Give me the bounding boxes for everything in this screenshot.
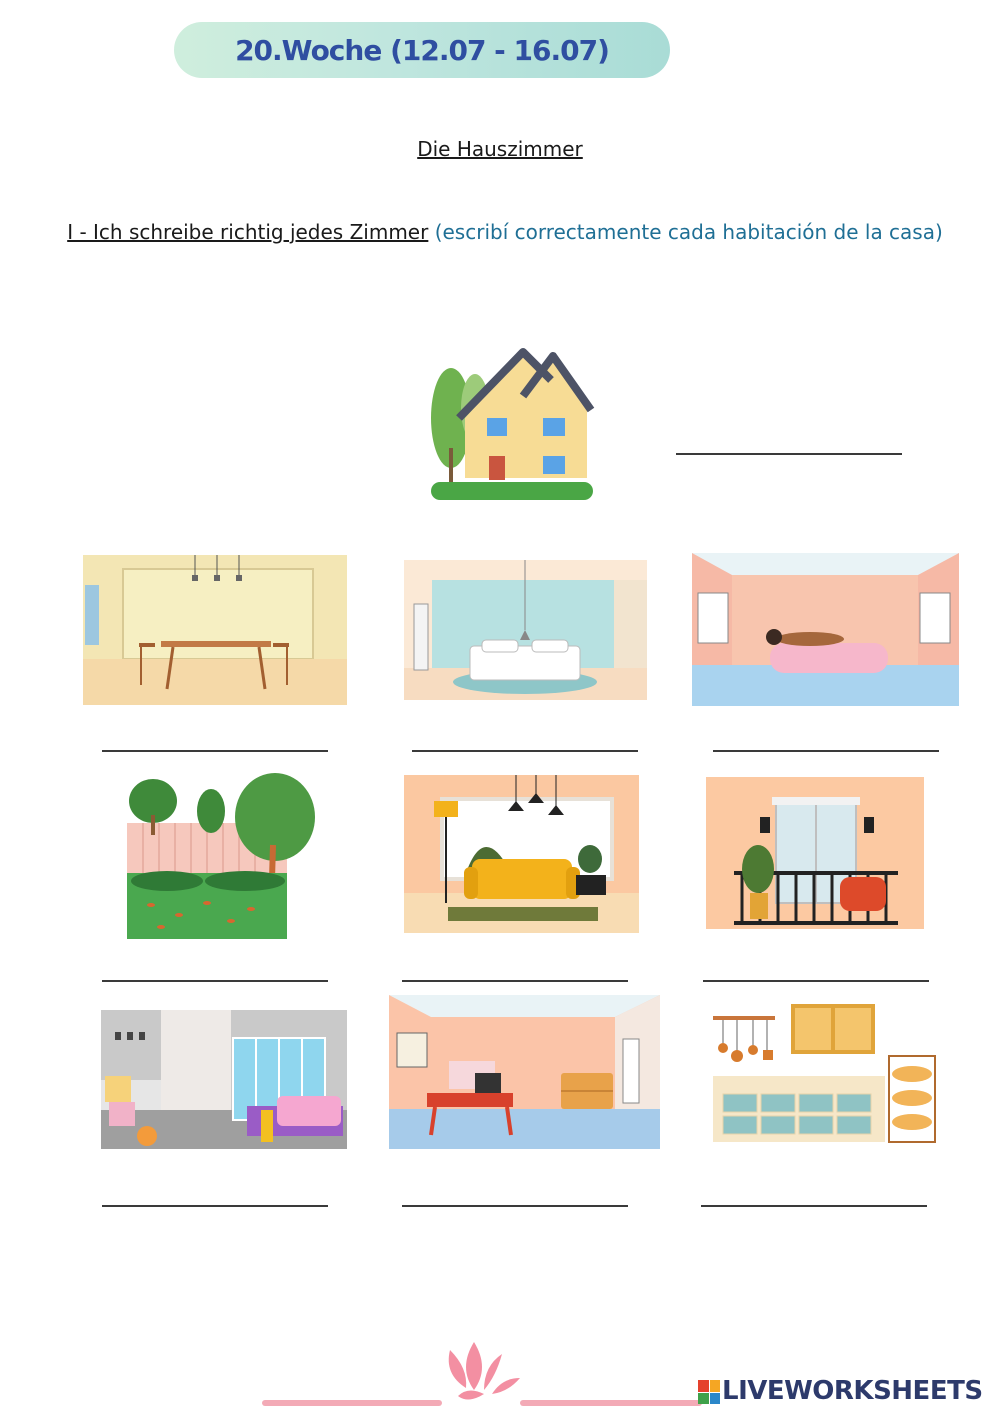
- dining-room-image: [83, 555, 347, 705]
- instruction: [60, 215, 950, 249]
- house-illustration: [425, 348, 597, 503]
- answer-line-balcony[interactable]: [703, 980, 929, 982]
- bedroom-image: [404, 560, 647, 700]
- liveworksheets-logo-icon: [698, 1380, 720, 1404]
- answer-line-dining-room[interactable]: [102, 750, 328, 752]
- kitchen-image: [713, 1004, 938, 1144]
- answer-line-bedroom[interactable]: [412, 750, 638, 752]
- answer-line-garden[interactable]: [102, 980, 328, 982]
- week-label: 20.Woche (12.07 - 16.07): [235, 33, 609, 67]
- kids-room-image: [101, 1010, 347, 1149]
- living-room-image: [404, 775, 639, 933]
- garden-image: [127, 765, 317, 939]
- answer-line-kitchen[interactable]: [701, 1205, 927, 1207]
- page-title: Die Hauszimmer: [417, 137, 583, 161]
- balcony-image: [706, 777, 924, 929]
- instruction-spanish: (escribí correctamente cada habitación de la casa): [434, 220, 943, 244]
- answer-line-study-room[interactable]: [402, 1205, 628, 1207]
- answer-line-living-room[interactable]: [402, 980, 628, 982]
- answer-line-house[interactable]: [676, 453, 902, 455]
- flower-decoration-icon: [262, 1338, 702, 1414]
- instruction-german: I - Ich schreibe richtig jedes Zimmer: [67, 220, 429, 244]
- answer-line-bathroom[interactable]: [713, 750, 939, 752]
- week-banner: [174, 22, 670, 78]
- brand-name: LIVEWORKSHEETS: [722, 1376, 983, 1406]
- study-room-image: [389, 995, 660, 1149]
- bathroom-image: [692, 553, 959, 706]
- answer-line-kids-room[interactable]: [102, 1205, 328, 1207]
